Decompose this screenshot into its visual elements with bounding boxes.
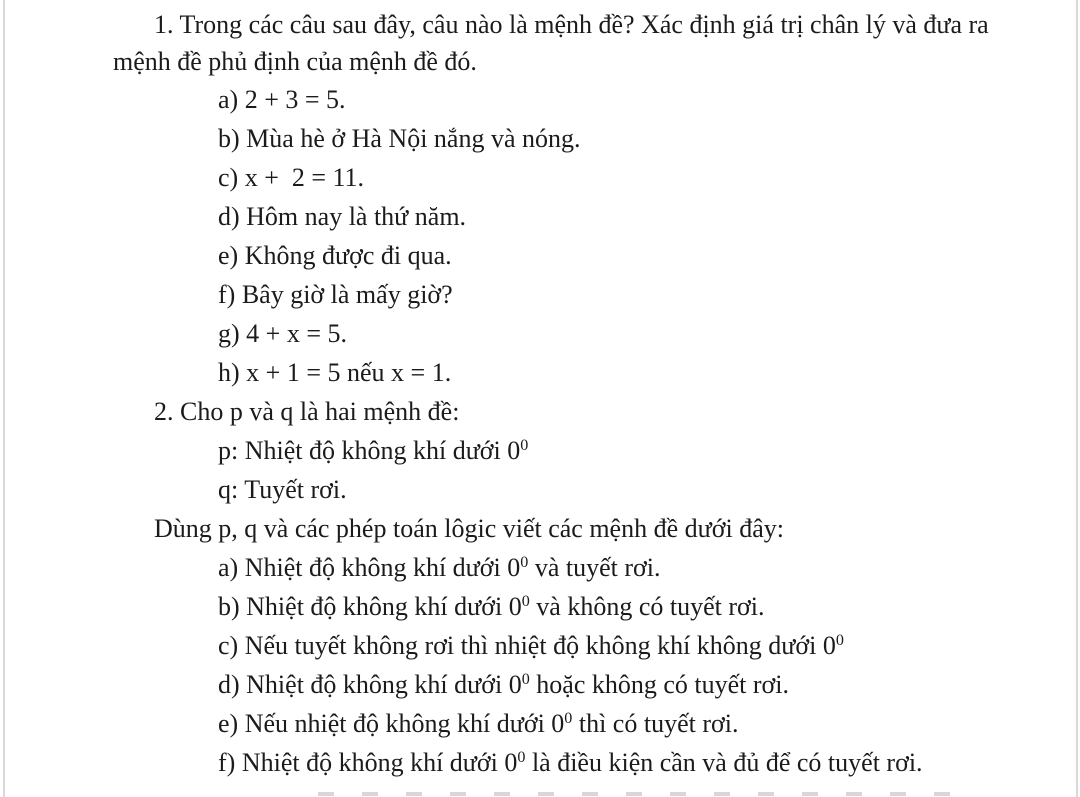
item-e-text: e) Nếu nhiệt độ không khí dưới 0 [218, 709, 565, 738]
question2-item-f [0, 743, 1080, 782]
question2-instruction: Dùng p, q và các phép toán lôgic viết các mệnh đề dưới đây: [154, 514, 784, 543]
question2-q-definition: q: Tuyết rơi. [218, 475, 347, 504]
question1-item-g: g) 4 + x = 5. [218, 319, 347, 348]
item-c-text: c) Nếu tuyết không rơi thì nhiệt độ không khí không dưới 0 [218, 631, 836, 660]
item-a-text: a) Nhiệt độ không khí dưới 0 [218, 553, 521, 582]
question1-item-f: f) Bây giờ là mấy giờ? [218, 280, 453, 309]
superscript-zero: 0 [835, 632, 844, 650]
item-f-text: f) Nhiệt độ không khí dưới 0 [218, 748, 518, 777]
item-f-text-after: là điều kiện cần và đủ để có tuyết rơi. [525, 748, 923, 777]
question1-item-h: h) x + 1 = 5 nếu x = 1. [218, 358, 452, 387]
item-d-text: d) Nhiệt độ không khí dưới 0 [218, 670, 522, 699]
page-left-edge-line [3, 0, 5, 797]
question2-item-d [0, 665, 1080, 704]
next-line-cutoff [318, 792, 968, 796]
page-right-edge-line [1076, 0, 1078, 797]
question2-item-c [0, 626, 1080, 665]
superscript-zero: 0 [564, 710, 573, 728]
p-definition-text: p: Nhiệt độ không khí dưới 0 [218, 436, 521, 465]
question1-item-e: e) Không được đi qua. [218, 241, 452, 270]
question2-p-definition [0, 431, 1080, 470]
item-d-text-after: hoặc không có tuyết rơi. [529, 670, 790, 699]
question1-heading-line1: 1. Trong các câu sau đây, câu nào là mệnh đề? Xác định giá trị chân lý và đưa ra [154, 10, 989, 39]
question1-heading-line2: mệnh đề phủ định của mệnh đề đó. [113, 47, 477, 76]
item-b-text: b) Nhiệt độ không khí dưới 0 [218, 592, 522, 621]
item-a-text-after: và tuyết rơi. [528, 553, 661, 582]
superscript-zero: 0 [520, 437, 529, 455]
superscript-zero: 0 [520, 554, 529, 572]
question1-item-b: b) Mùa hè ở Hà Nội nắng và nóng. [218, 124, 581, 153]
question2-item-a [0, 548, 1080, 587]
superscript-zero: 0 [517, 749, 526, 767]
question2-intro: 2. Cho p và q là hai mệnh đề: [154, 397, 460, 426]
question1-item-c: c) x + 2 = 11. [218, 163, 365, 192]
superscript-zero: 0 [521, 671, 530, 689]
item-e-text-after: thì có tuyết rơi. [572, 709, 739, 738]
item-b-text-after: và không có tuyết rơi. [529, 592, 765, 621]
question2-item-b [0, 587, 1080, 626]
superscript-zero: 0 [521, 593, 530, 611]
question1-item-d: d) Hôm nay là thứ năm. [218, 202, 467, 231]
question1-item-a: a) 2 + 3 = 5. [218, 85, 346, 114]
question2-item-e [0, 704, 1080, 743]
